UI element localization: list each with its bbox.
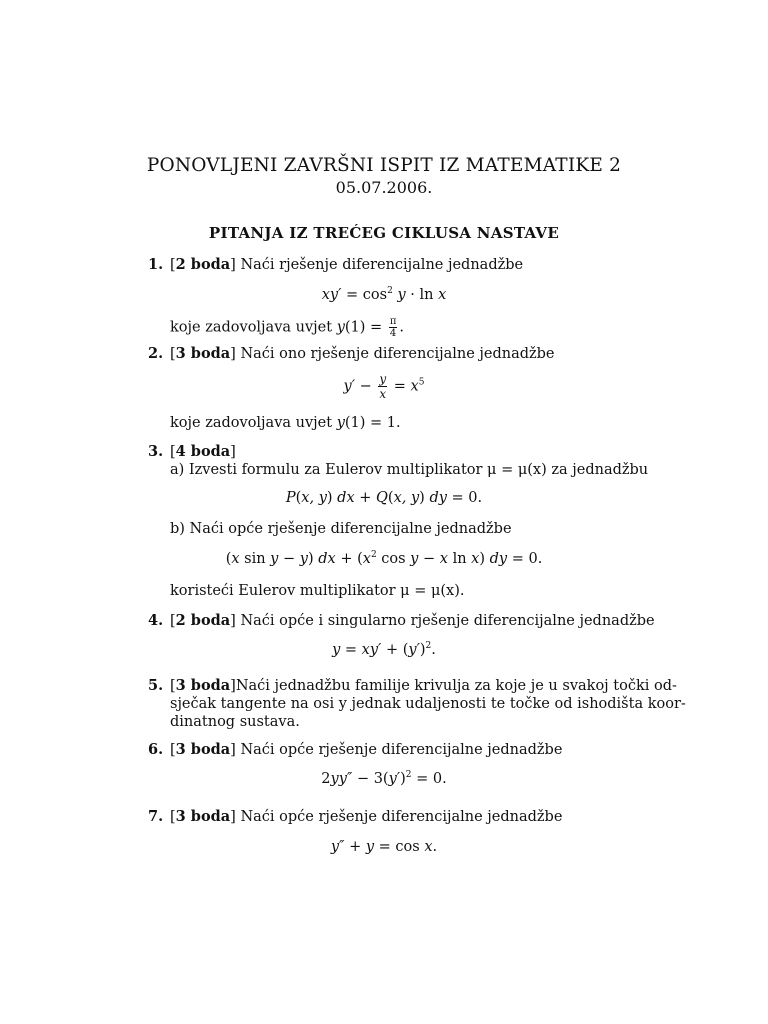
part-b-text: b) Naći opće rješenje diferencijalne jednadžbe bbox=[170, 521, 512, 537]
problem-number: 7. bbox=[148, 808, 164, 825]
problem-number: 6. bbox=[148, 741, 164, 758]
problem-text: Naći opće i singularno rješenje diferencijalne jednadžbe bbox=[240, 613, 655, 629]
problem-text: Naći rješenje diferencijalne jednadžbe bbox=[240, 257, 524, 273]
exam-title: PONOVLJENI ZAVRŠNI ISPIT IZ MATEMATIKE 2 bbox=[146, 155, 622, 176]
problem-points: 2 boda bbox=[175, 256, 231, 273]
condition-prefix: koje zadovoljava uvjet bbox=[170, 319, 337, 336]
problem-points: 2 boda bbox=[175, 612, 231, 629]
section-heading: PITANJA IZ TREĆEG CIKLUSA NASTAVE bbox=[208, 224, 560, 242]
problem-footer: koristeći Eulerov multiplikator μ = μ(x). bbox=[170, 583, 465, 599]
problem-number: 4. bbox=[148, 612, 164, 629]
problem-equation: y″ + y = cos x. bbox=[330, 839, 438, 855]
problem-text: Naći ono rješenje diferencijalne jednadžbe bbox=[240, 346, 555, 362]
exam-page: PONOVLJENI ZAVRŠNI ISPIT IZ MATEMATIKE 2 05.07.2006. PITANJA IZ TREĆEG CIKLUSA NASTAVE 1. [2 boda] Naći rješenje diferencijalne jednadžbe $xy' = \cos^2 y \cdot \ln x$ koje zadovoljava uvjet y(1) = $\frac{\pi}{4}$ . 2. [3 boda] Naći ono rješenje diferencijalne jednadžbe y′ − $\frac{y}{x}$ = $x^5$ koje zadovoljava uvjet y(1) = 1. 3. [4 boda] a) Izvesti formulu za Eulerov multiplikator μ = μ(x) za jednadžbu P(x, y) dx + Q(x, y) dy = 0. b) Naći opće rješenje diferencijalne jednadžbe (x sin y − y) dx + ($x^2$ cos y − x ln x) dy = 0. koristeći Eulerov multiplikator μ = μ(x). 4. [2 boda] Naći opće i singularno rješenje diferencijalne jednadžbe $y = xy' + (y')^2$. 5. [3 boda]Naći jednadžbu familije krivulja za koje je u svakoj točki od- sječak tangente na osi y jednak udaljenosti te točke od ishodišta koor- dinatnog sustava. 6. [3 boda] Naći opće rješenje diferencijalne jednadžbe $2yy'' - 3(y')^2 = 0$. 7. [3 boda] Naći opće rješenje diferencijalne jednadžbe y″ + y = cos x. bbox=[0, 0, 768, 1024]
problem-equation: $y = xy' + (y')^2$. bbox=[332, 641, 436, 658]
condition-prefix: koje zadovoljava uvjet bbox=[170, 415, 337, 431]
problem-number: 5. bbox=[148, 677, 164, 694]
problem-points: 3 boda bbox=[175, 808, 231, 825]
problem-text-line-1: Naći jednadžbu familije krivulja za koje je u svakoj točki od- bbox=[235, 678, 677, 694]
problem-equation: $xy' = \cos^2 y \cdot \ln x$ bbox=[321, 286, 447, 303]
problem-number: 1. bbox=[148, 256, 164, 273]
problem-text-line-3: dinatnog sustava. bbox=[170, 714, 300, 730]
equation-a: P(x, y) dx + Q(x, y) dy = 0. bbox=[285, 490, 483, 506]
problem-points: 4 boda bbox=[175, 443, 231, 460]
problem-number: 2. bbox=[148, 345, 164, 362]
problem-number: 3. bbox=[148, 443, 164, 460]
problem-equation: y′ − $\frac{y}{x}$ = $x^5$ bbox=[343, 372, 425, 401]
exam-date: 05.07.2006. bbox=[335, 178, 433, 197]
problem-points: 3 boda bbox=[175, 741, 231, 758]
problem-text-line-2: sječak tangente na osi y jednak udaljenosti te točke od ishodišta koor- bbox=[170, 696, 686, 712]
problem-text: Naći opće rješenje diferencijalne jednadžbe bbox=[240, 742, 563, 758]
problem-points: 3 boda bbox=[175, 677, 231, 694]
problem-equation: $2yy'' - 3(y')^2 = 0$. bbox=[321, 770, 447, 787]
problem-points: 3 boda bbox=[175, 345, 231, 362]
problem-text: Naći opće rješenje diferencijalne jednadžbe bbox=[240, 809, 563, 825]
part-a-text: a) Izvesti formulu za Eulerov multiplikator μ = μ(x) za jednadžbu bbox=[170, 462, 649, 478]
equation-b: (x sin y − y) dx + ($x^2$ cos y − x ln x) dy = 0. bbox=[225, 550, 543, 567]
